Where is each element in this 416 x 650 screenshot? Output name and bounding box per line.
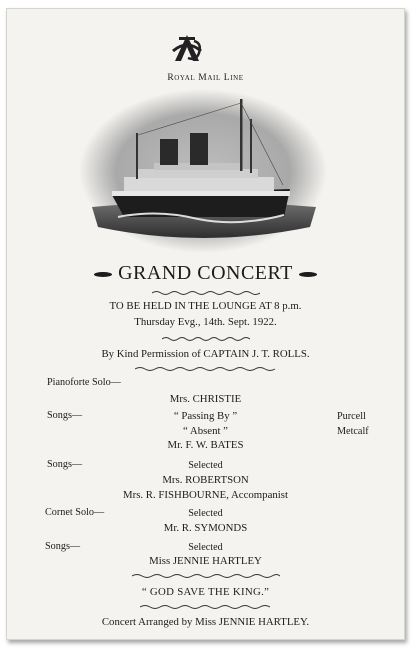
programme-item-label: Songs— xyxy=(47,459,83,470)
wavy-divider xyxy=(135,366,277,372)
permission-line: By Kind Permission of CAPTAIN J. T. ROLLS. xyxy=(101,348,310,360)
programme-item-label: Songs— xyxy=(47,410,83,421)
royal-mail-monogram-icon xyxy=(169,31,205,67)
concert-title xyxy=(7,262,404,285)
date-line: Thursday Evg., 14th. Sept. 1922. xyxy=(134,316,277,328)
performer-line: Miss JENNIE HARTLEY xyxy=(149,555,262,567)
wavy-divider xyxy=(140,604,272,610)
ship-illustration xyxy=(78,89,328,254)
composer-name: Purcell xyxy=(337,411,366,422)
wavy-divider xyxy=(162,336,250,342)
composer-name: Metcalf xyxy=(337,426,369,437)
programme-item-label: Songs— xyxy=(45,541,81,552)
programme-item-label: Pianoforte Solo— xyxy=(47,377,121,388)
performer-line: Mrs. R. FISHBOURNE, Accompanist xyxy=(123,489,288,501)
footer-line: Concert Arranged by Miss JENNIE HARTLEY. xyxy=(101,616,310,628)
performer-line: Mrs. CHRISTIE xyxy=(169,393,242,405)
selection-line: Selected xyxy=(188,460,223,471)
line-name: Royal Mail Line xyxy=(167,73,244,83)
song-title: “ Passing By ” xyxy=(173,410,238,422)
selection-line: Selected xyxy=(188,542,223,553)
selection-line: Selected xyxy=(188,508,223,519)
performer-line: Mr. F. W. BATES xyxy=(167,439,244,451)
performer-line: Mrs. ROBERTSON xyxy=(162,474,249,486)
anthem-line: “ GOD SAVE THE KING.” xyxy=(141,586,270,598)
title-ornament-right xyxy=(299,272,317,277)
performer-line: Mr. R. SYMONDS xyxy=(163,522,248,534)
venue-line: TO BE HELD IN THE LOUNGE AT 8 p.m. xyxy=(109,300,302,312)
wavy-divider xyxy=(152,290,260,296)
concert-programme-card xyxy=(6,8,405,640)
title-ornament-left xyxy=(94,272,112,277)
programme-item-label: Cornet Solo— xyxy=(45,507,105,518)
song-title: “ Absent ” xyxy=(183,425,228,437)
wavy-divider xyxy=(132,573,280,579)
concert-title-text: GRAND CONCERT xyxy=(118,262,293,284)
